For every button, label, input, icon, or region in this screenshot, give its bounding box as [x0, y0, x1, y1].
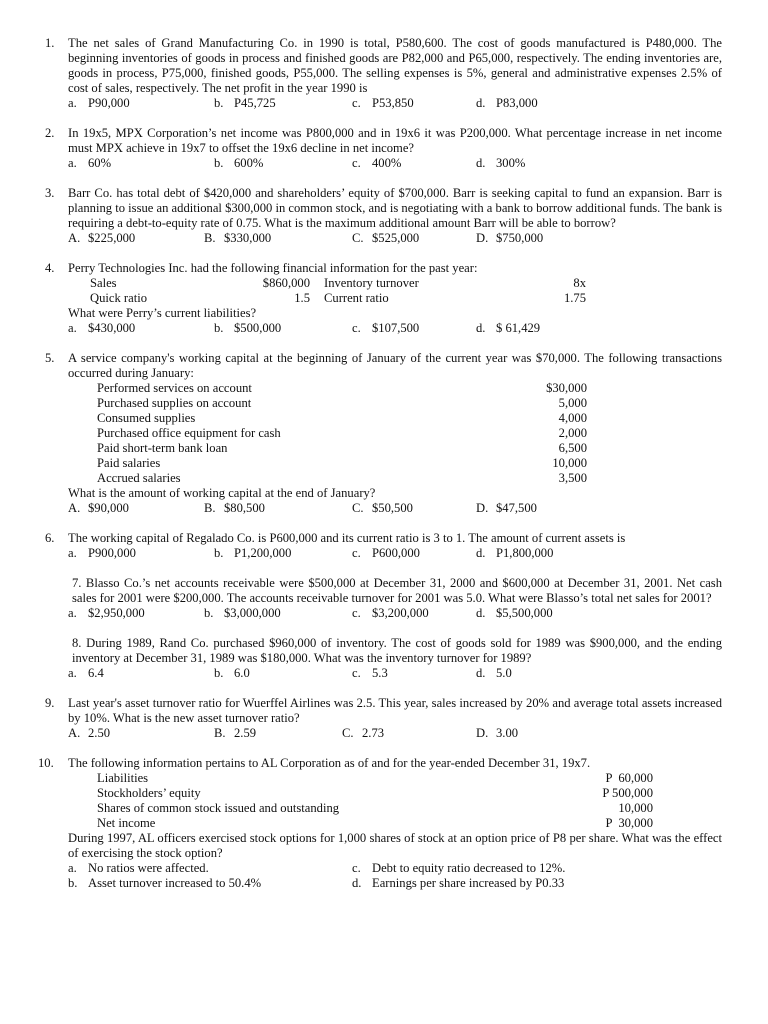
info-row [0, 276, 768, 291]
question-number: 10. [38, 756, 54, 770]
answer-options [68, 726, 768, 741]
question-text: 8. During 1989, Rand Co. purchased $960,000 of inventory. The cost of goods sold for 1989 was $900,000, and the ending inventory at December 31, 1989 was $180,000. What was the inventory turnover for 1989? [72, 636, 722, 665]
info-value: $860,000 [262, 276, 310, 290]
info-label: Inventory turnover [324, 276, 419, 290]
option-d: D. 3.00 [476, 726, 519, 740]
transaction-row: Consumed supplies 4,000 [97, 411, 587, 425]
option-a: a. $2,950,000 [68, 606, 145, 620]
info-value: 1.5 [294, 291, 310, 305]
option-b: B. $330,000 [204, 231, 272, 245]
question-prompt: What were Perry’s current liabilities? [68, 306, 257, 320]
question-text: In 19x5, MPX Corporation’s net income was P800,000 and in 19x6 it was P200,000. What percentage increase in net income must MPX achieve in 19x7 to offset the 19x6 decline in net income? [68, 126, 722, 155]
question-number: 4. [45, 261, 55, 275]
option-b: B. $80,500 [204, 501, 265, 515]
question-text: A service company's working capital at the beginning of January of the current year was $70,000. The following transactions occurred during January: [68, 351, 722, 380]
question-number: 3. [45, 186, 55, 200]
option-d: D. $47,500 [476, 501, 537, 515]
transaction-row: Performed services on account $30,000 [97, 381, 587, 395]
answer-options [68, 876, 768, 891]
question-text: 7. Blasso Co.’s net accounts receivable were $500,000 at December 31, 2000 and $600,000 at December 31, 2001. Net cash sales for 2001 were $200,000. The accounts receivable turnover for 2001 was 5.0. What were Blasso’s total net sales for 2001? [72, 576, 722, 605]
option-d: d. $5,500,000 [476, 606, 553, 620]
option-b: b. Asset turnover increased to 50.4% [68, 876, 262, 890]
info-row: Net income P 30,000 [97, 816, 653, 830]
option-b: b. P1,200,000 [214, 546, 292, 560]
question-6 [0, 531, 768, 561]
question-text: Barr Co. has total debt of $420,000 and shareholders’ equity of $700,000. Barr is seeking capital to fund an expansion. Barr is planning to issue an additional $300,000 in common stock, and is negotiating with a bank to borrow additional funds. The bank is requiring a debt-to-equity rate of 0.75. What is the maximum additional amount Barr will be able to borrow? [68, 186, 722, 230]
question-3 [0, 186, 768, 246]
question-text: The following information pertains to AL Corporation as of and for the year-ended December 31, 19x7. [68, 756, 591, 770]
option-c: c. 400% [352, 156, 402, 170]
option-b: b. P45,725 [214, 96, 276, 110]
question-2 [0, 126, 768, 171]
option-c: C. $50,500 [352, 501, 413, 515]
option-b: b. $500,000 [214, 321, 282, 335]
info-row: Liabilities P 60,000 [97, 771, 653, 785]
option-a: A. 2.50 [68, 726, 111, 740]
option-d: d. P1,800,000 [476, 546, 554, 560]
option-d: d. $ 61,429 [476, 321, 541, 335]
option-c: c. P600,000 [352, 546, 420, 560]
answer-options [68, 606, 768, 621]
question-number: 6. [45, 531, 55, 545]
option-d: d. Earnings per share increased by P0.33 [352, 876, 565, 890]
option-a: a. $430,000 [68, 321, 136, 335]
question-text: The working capital of Regalado Co. is P600,000 and its current ratio is 3 to 1. The amount of current assets is [68, 531, 626, 545]
answer-options [68, 666, 768, 681]
option-a: a. 60% [68, 156, 112, 170]
info-row [0, 291, 768, 306]
transaction-row: Purchased supplies on account 5,000 [97, 396, 587, 410]
info-row: Shares of common stock issued and outstanding 10,000 [97, 801, 653, 815]
info-value: 1.75 [563, 291, 586, 305]
question-8 [0, 636, 768, 681]
option-c: C. 2.73 [342, 726, 385, 740]
info-label: Sales [90, 276, 117, 290]
option-c: c. $3,200,000 [352, 606, 429, 620]
option-a: a. P900,000 [68, 546, 136, 560]
question-4 [0, 261, 768, 336]
transaction-row: Paid salaries 10,000 [97, 456, 587, 470]
question-prompt: What is the amount of working capital at the end of January? [68, 486, 376, 500]
question-10 [0, 756, 768, 891]
answer-options [68, 546, 768, 561]
question-7 [0, 576, 768, 621]
question-text: Perry Technologies Inc. had the following financial information for the past year: [68, 261, 478, 275]
question-text: The net sales of Grand Manufacturing Co. in 1990 is total, P580,600. The cost of goods manufactured is P480,000. The beginning inventories of goods in process and finished goods are P82,000 and P65,000, respectively. The ending inventories are, goods in process, P75,000, finished goods, P55,000. The selling expenses is 5%, general and administrative expenses 2.5% of cost of sales, respectively. The net profit in the year 1990 is [68, 36, 722, 95]
question-number: 5. [45, 351, 55, 365]
option-d: d. 300% [476, 156, 526, 170]
question-5 [0, 351, 768, 516]
document-page [0, 36, 768, 906]
info-row: Stockholders’ equity P 500,000 [97, 786, 653, 800]
question-number: 2. [45, 126, 55, 140]
answer-options [68, 501, 768, 516]
option-c: C. $525,000 [352, 231, 420, 245]
option-d: D. $750,000 [476, 231, 544, 245]
option-c: c. 5.3 [352, 666, 388, 680]
info-label: Current ratio [324, 291, 389, 305]
answer-options [68, 231, 768, 246]
transaction-row: Purchased office equipment for cash 2,000 [97, 426, 587, 440]
question-1 [0, 36, 768, 111]
info-value: 8x [573, 276, 586, 290]
transaction-row: Accrued salaries 3,500 [97, 471, 587, 485]
option-b: b. $3,000,000 [204, 606, 281, 620]
option-a: A. $225,000 [68, 231, 136, 245]
question-text: Last year's asset turnover ratio for Wuerffel Airlines was 2.5. This year, sales increased by 20% and average total assets increased by 10%. What is the new asset turnover ratio? [68, 696, 722, 725]
question-9 [0, 696, 768, 741]
option-b: B. 2.59 [214, 726, 257, 740]
option-d: d. P83,000 [476, 96, 538, 110]
transaction-row: Paid short-term bank loan 6,500 [97, 441, 587, 455]
answer-options [68, 321, 768, 336]
info-label: Quick ratio [90, 291, 148, 305]
answer-options [68, 96, 768, 111]
option-c: c. Debt to equity ratio decreased to 12%. [352, 861, 566, 875]
option-c: c. P53,850 [352, 96, 414, 110]
option-a: a. No ratios were affected. [68, 861, 209, 875]
option-d: d. 5.0 [476, 666, 512, 680]
option-c: c. $107,500 [352, 321, 420, 335]
option-a: A. $90,000 [68, 501, 129, 515]
option-b: b. 6.0 [214, 666, 250, 680]
question-number: 1. [45, 36, 55, 50]
question-number: 9. [45, 696, 55, 710]
option-a: a. 6.4 [68, 666, 104, 680]
answer-options [68, 861, 768, 876]
option-b: b. 600% [214, 156, 264, 170]
answer-options [68, 156, 768, 171]
question-prompt: During 1997, AL officers exercised stock options for 1,000 shares of stock at an option price of P8 per share. What was the effect of exercising the stock option? [68, 831, 722, 860]
option-a: a. P90,000 [68, 96, 130, 110]
